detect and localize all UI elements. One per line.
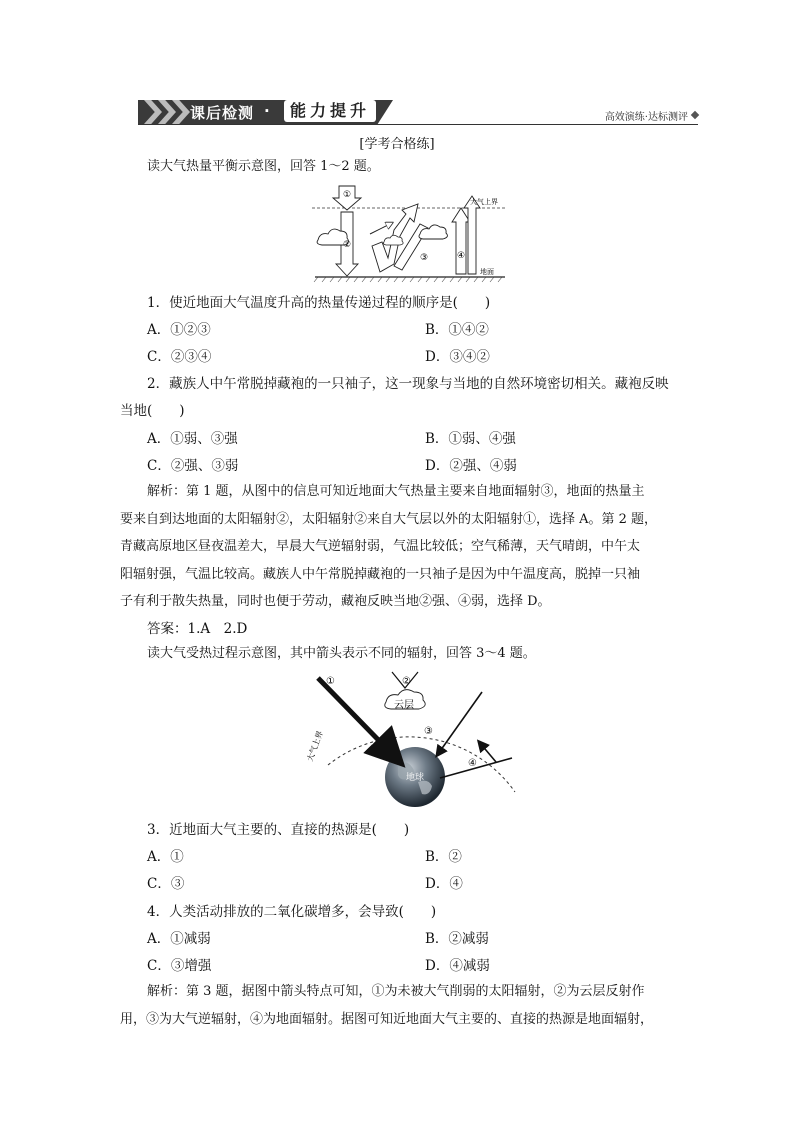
figure-heat-balance (310, 184, 510, 284)
fig1-label-1: ① (343, 190, 352, 200)
q4-stem: 4．人类活动排放的二氧化碳增多，会导致( ) (147, 904, 437, 920)
intro-1: 读大气热量平衡示意图，回答 1～2 题。 (147, 159, 380, 174)
analysis-2 (120, 978, 680, 1033)
q1-option-d: D．③④② (425, 349, 490, 365)
fig2-cloud-label: 云层 (394, 700, 414, 711)
q3-stem: 3．近地面大气主要的、直接的热源是( ) (147, 822, 410, 838)
header-rule (138, 124, 698, 125)
fig2-earth-label: 地球 (406, 773, 425, 783)
q1-option-b: B．①④② (425, 322, 489, 338)
fig1-top-label: 大气上界 (470, 198, 498, 206)
fig2-label-1: ① (326, 676, 335, 687)
analysis-1-line: 解析：第 1 题，从图中的信息可知近地面大气热量主要来自地面辐射③，地面的热量主 (147, 484, 645, 499)
analysis-2-line: 用，③为大气逆辐射，④为地面辐射。据图可知近地面大气主要的、直接的热源是地面辐射， (120, 1011, 654, 1027)
fig2-label-2: ② (402, 676, 411, 687)
header-right-text: 高效演练·达标测评 (604, 112, 688, 123)
q3-option-d: D．④ (425, 876, 463, 892)
header-subtitle: 能力提升 (284, 100, 376, 122)
analysis-1-line: 子有利于散失热量，同时也便于劳动，藏袍反映当地②强、④弱，选择 D。 (120, 594, 551, 609)
fig1-ground-label: 地面 (480, 268, 494, 276)
q3-option-a: A．① (147, 849, 184, 865)
q2-stem-line1: 2．藏族人中午常脱掉藏袍的一只袖子，这一现象与当地的自然环境密切相关。藏袍反映 (147, 376, 669, 392)
arrow-3 (438, 692, 482, 754)
analysis-2-line: 解析：第 3 题，据图中箭头特点可知，①为未被大气削弱的太阳辐射，②为云层反射作 (147, 984, 645, 999)
header-title: 课后检测 (190, 104, 255, 122)
q2-option-d: D．②强、④弱 (425, 458, 517, 474)
q4-option-c: C．③增强 (147, 958, 212, 974)
q2-stem-line2: 当地( ) (120, 403, 185, 419)
q4-option-b: B．②减弱 (425, 931, 489, 947)
figure-atmosphere-heating (300, 670, 530, 810)
intro-2: 读大气受热过程示意图，其中箭头表示不同的辐射，回答 3～4 题。 (147, 646, 536, 661)
q3-option-c: C．③ (147, 876, 185, 892)
analysis-1-line: 青藏高原地区昼夜温差大，早晨大气逆辐射弱，气温比较低；空气稀薄，天气晴朗，中午太 (120, 539, 641, 554)
q1-option-a: A．①②③ (147, 322, 211, 338)
arrow-1 (318, 678, 395, 757)
fig2-label-4: ④ (468, 758, 477, 769)
fig2-boundary-label: 大气上界 (305, 729, 325, 763)
analysis-1 (120, 478, 680, 616)
q2-option-b: B．①弱、④强 (425, 431, 516, 447)
answer-1: 答案：1.A 2.D (147, 621, 248, 637)
fig1-label-4: ④ (457, 251, 466, 261)
q2-option-c: C．②强、③弱 (147, 458, 239, 474)
diamond-icon (691, 111, 699, 119)
fig1-label-3: ③ (420, 253, 429, 263)
analysis-1-line: 阳辐射强，气温比较高。藏族人中午常脱掉藏袍的一只袖子是因为中午温度高，脱掉一只袖 (120, 566, 641, 582)
fig1-label-2: ② (343, 240, 352, 250)
section-label: [学考合格练] (359, 137, 435, 152)
header-banner (138, 98, 698, 128)
q4-option-d: D．④减弱 (425, 958, 490, 974)
q2-option-a: A．①弱、③强 (147, 431, 238, 447)
arrow-4 (452, 208, 470, 274)
fig2-label-3: ③ (424, 726, 433, 737)
q1-option-c: C．②③④ (147, 349, 212, 365)
analysis-1-line: 要来自到达地面的太阳辐射②，太阳辐射②来自大气层以外的太阳辐射①，选择 A。第 2 题， (120, 511, 658, 527)
q4-option-a: A．①减弱 (147, 931, 211, 947)
q1-stem: 1．使近地面大气温度升高的热量传递过程的顺序是( ) (147, 295, 491, 311)
header-dot: · (264, 102, 271, 120)
q3-option-b: B．② (425, 849, 462, 865)
